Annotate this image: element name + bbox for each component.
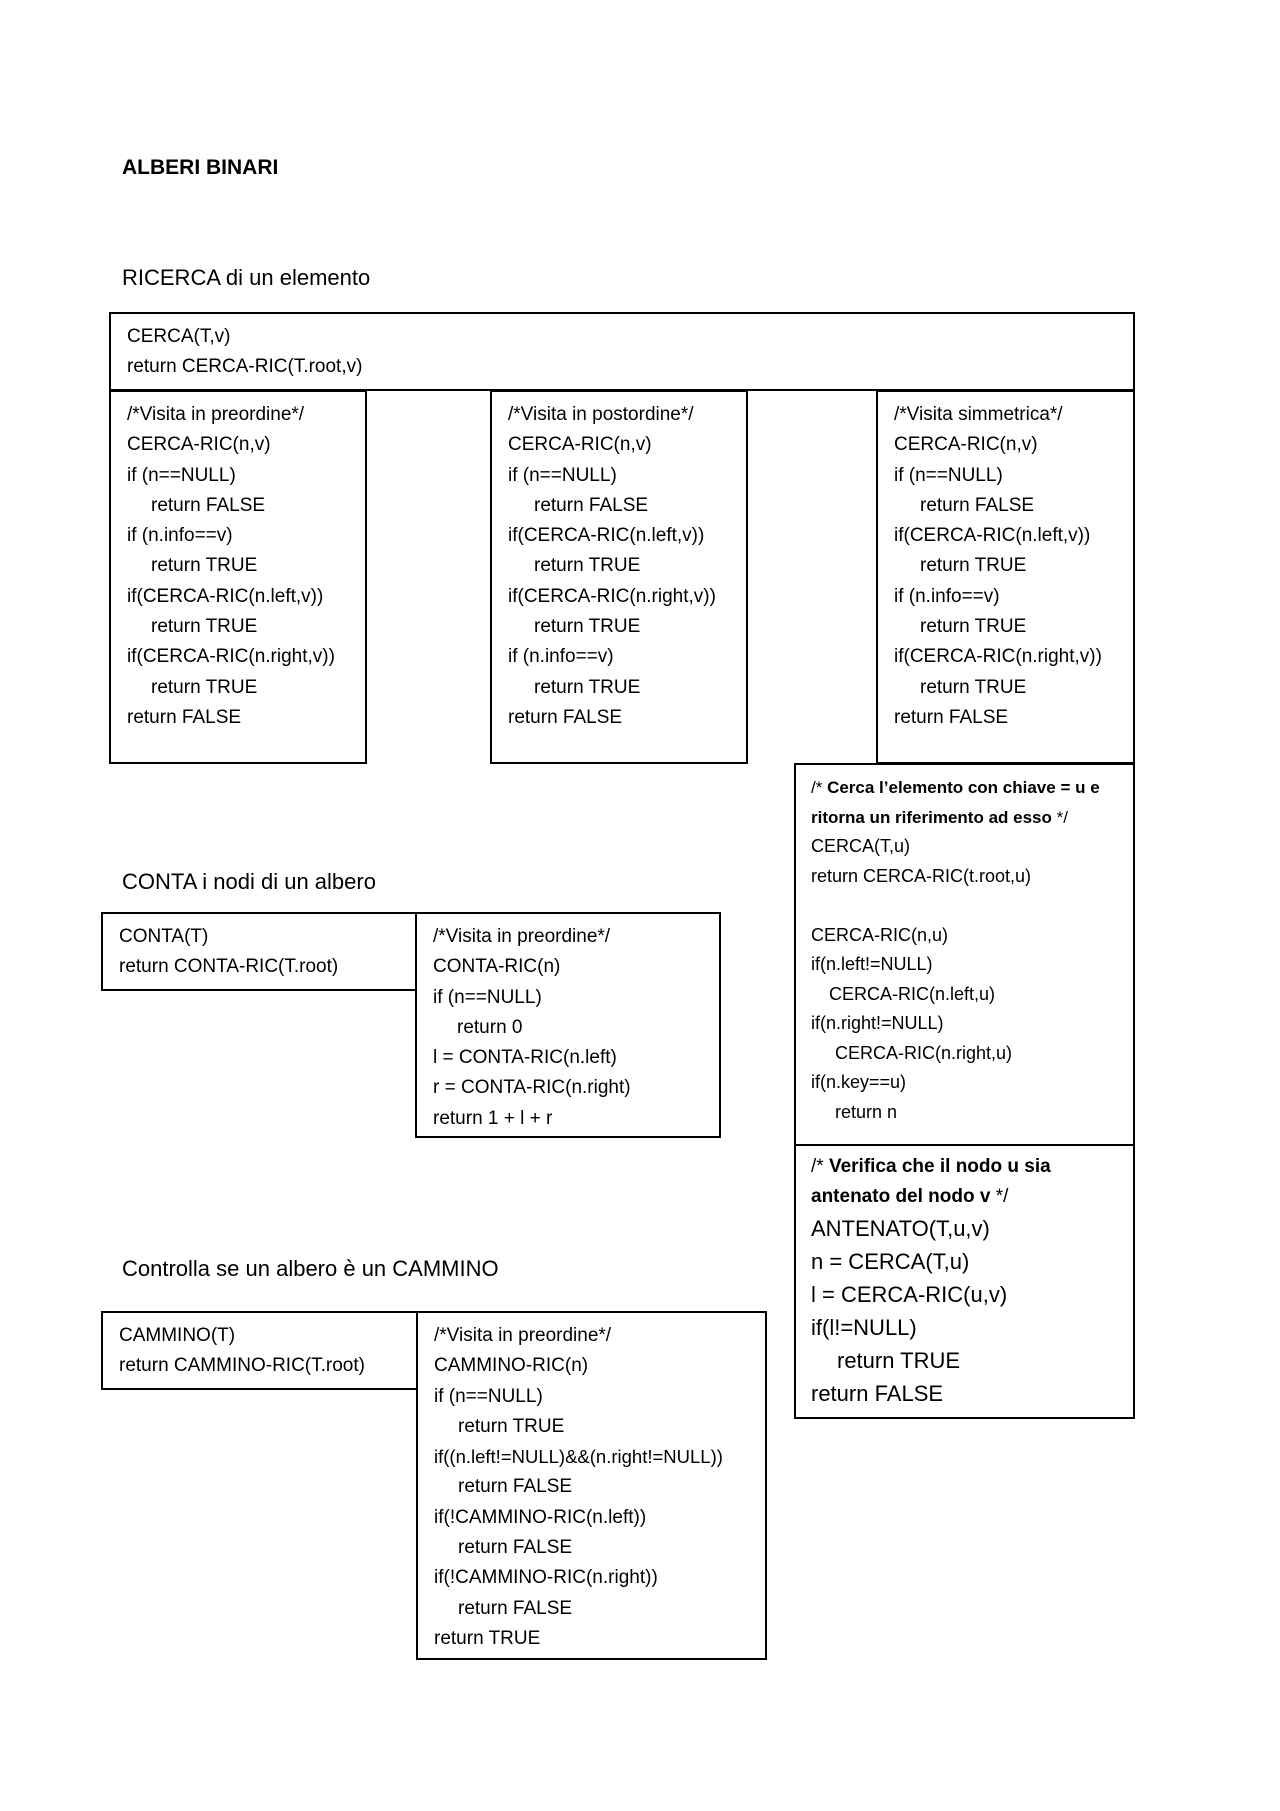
code-comment: /*Visita simmetrica*/: [894, 404, 1063, 425]
code-line: l = CONTA-RIC(n.left): [433, 1047, 617, 1069]
code-line: if(!CAMMINO-RIC(n.left)): [434, 1506, 647, 1528]
code-line: l = CERCA-RIC(u,v): [811, 1282, 1008, 1307]
code-line: return FALSE: [811, 1381, 944, 1406]
code-comment: /* Cerca l’elemento con chiave = u e: [811, 778, 1100, 797]
code-line: CONTA(T): [119, 926, 209, 947]
code-line: ANTENATO(T,u,v): [811, 1216, 990, 1241]
code-line: if (n==NULL): [508, 464, 617, 486]
conta-main-box: [101, 912, 417, 991]
cerca-preordine-box: [109, 390, 367, 764]
code-line: return TRUE: [151, 676, 258, 698]
cerca-main-box: [109, 312, 1135, 391]
code-line: return CERCA-RIC(T.root,v): [127, 356, 363, 378]
code-line: if (n==NULL): [433, 986, 542, 1008]
code-line: return 0: [457, 1016, 523, 1038]
code-line: if(CERCA-RIC(n.right,v)): [127, 646, 335, 668]
cerca-chiave-box: [794, 763, 1135, 1146]
code-comment: /*Visita in preordine*/: [127, 404, 305, 425]
code-line: if(n.right!=NULL): [811, 1013, 944, 1033]
code-comment: /*Visita in preordine*/: [434, 1325, 612, 1346]
conta-preordine-box: [415, 912, 721, 1138]
code-line: CAMMINO-RIC(n): [434, 1355, 589, 1377]
code-line: if(!CAMMINO-RIC(n.right)): [434, 1567, 658, 1589]
code-line: if(CERCA-RIC(n.right,v)): [508, 585, 716, 607]
code-line: return TRUE: [534, 555, 641, 577]
code-line: return FALSE: [508, 706, 623, 728]
code-line: if (n.info==v): [508, 646, 614, 668]
cerca-postordine-box: [490, 390, 748, 764]
code-line: CERCA(T,u): [811, 836, 911, 856]
code-line: if(n.left!=NULL): [811, 954, 933, 974]
code-line: return TRUE: [534, 616, 641, 638]
code-line: CERCA-RIC(n.left,u): [829, 983, 996, 1004]
code-line: CERCA-RIC(n,v): [127, 434, 271, 456]
code-line: return TRUE: [534, 676, 641, 698]
code-line: if(CERCA-RIC(n.left,v)): [508, 525, 705, 547]
code-line: return TRUE: [434, 1627, 541, 1649]
code-line: return FALSE: [894, 706, 1009, 728]
code-line: if(CERCA-RIC(n.left,v)): [894, 525, 1091, 547]
code-line: if (n==NULL): [894, 464, 1003, 486]
antenato-box: [794, 1144, 1135, 1419]
code-line: if(CERCA-RIC(n.left,v)): [127, 585, 324, 607]
cammino-main-box: [101, 1311, 418, 1390]
code-line: if (n.info==v): [127, 525, 233, 547]
code-line: return CERCA-RIC(t.root,u): [811, 865, 1032, 886]
code-line: if(l!=NULL): [811, 1315, 917, 1340]
code-line: CAMMINO(T): [119, 1325, 236, 1346]
code-line: CERCA(T,v): [127, 326, 231, 347]
code-line: CERCA-RIC(n,v): [894, 434, 1038, 456]
code-line: n = CERCA(T,u): [811, 1249, 970, 1274]
code-line: return FALSE: [458, 1476, 573, 1498]
code-line: return 1 + l + r: [433, 1107, 553, 1129]
code-line: if(n.key==u): [811, 1072, 907, 1092]
code-line: r = CONTA-RIC(n.right): [433, 1077, 631, 1099]
code-line: return TRUE: [151, 616, 258, 638]
code-line: if (n.info==v): [894, 585, 1000, 607]
code-line: if(CERCA-RIC(n.right,v)): [894, 646, 1102, 668]
code-comment: /* Verifica che il nodo u sia: [811, 1156, 1051, 1177]
code-line: return FALSE: [920, 494, 1035, 516]
code-comment: antenato del nodo v */: [811, 1186, 1009, 1207]
code-line: CERCA-RIC(n,u): [811, 924, 949, 945]
code-line: if (n==NULL): [127, 464, 236, 486]
code-line: CERCA-RIC(n,v): [508, 434, 652, 456]
code-line: return TRUE: [151, 555, 258, 577]
code-line: if (n==NULL): [434, 1385, 543, 1407]
code-line: [811, 891, 1133, 921]
cerca-simmetrica-box: [876, 390, 1135, 764]
code-comment: /*Visita in preordine*/: [433, 926, 611, 947]
code-line: CONTA-RIC(n): [433, 956, 561, 978]
code-line: return FALSE: [534, 494, 649, 516]
code-comment: ritorna un riferimento ad esso */: [811, 807, 1068, 827]
code-line: return TRUE: [920, 616, 1027, 638]
cammino-preordine-box: [416, 1311, 767, 1660]
code-line: CERCA-RIC(n.right,u): [835, 1042, 1013, 1063]
code-line: return TRUE: [837, 1348, 961, 1373]
code-line: return FALSE: [151, 494, 266, 516]
code-line: return CONTA-RIC(T.root): [119, 956, 339, 978]
code-line: return n: [835, 1101, 898, 1122]
code-line: return TRUE: [458, 1415, 565, 1437]
cammino-heading: Controlla se un albero è un CAMMINO: [122, 1256, 499, 1281]
cerca-main-code: [127, 322, 1133, 383]
code-line: return TRUE: [920, 676, 1027, 698]
code-line: return FALSE: [458, 1537, 573, 1559]
ricerca-heading: RICERCA di un elemento: [122, 265, 371, 290]
code-line: if((n.left!=NULL)&&(n.right!=NULL)): [434, 1446, 723, 1468]
page-title: ALBERI BINARI: [122, 156, 279, 179]
code-line: return FALSE: [458, 1597, 573, 1619]
code-line: return FALSE: [127, 706, 242, 728]
code-line: return CAMMINO-RIC(T.root): [119, 1355, 365, 1377]
code-comment: /*Visita in postordine*/: [508, 404, 694, 425]
conta-heading: CONTA i nodi di un albero: [122, 869, 376, 894]
code-line: return TRUE: [920, 555, 1027, 577]
